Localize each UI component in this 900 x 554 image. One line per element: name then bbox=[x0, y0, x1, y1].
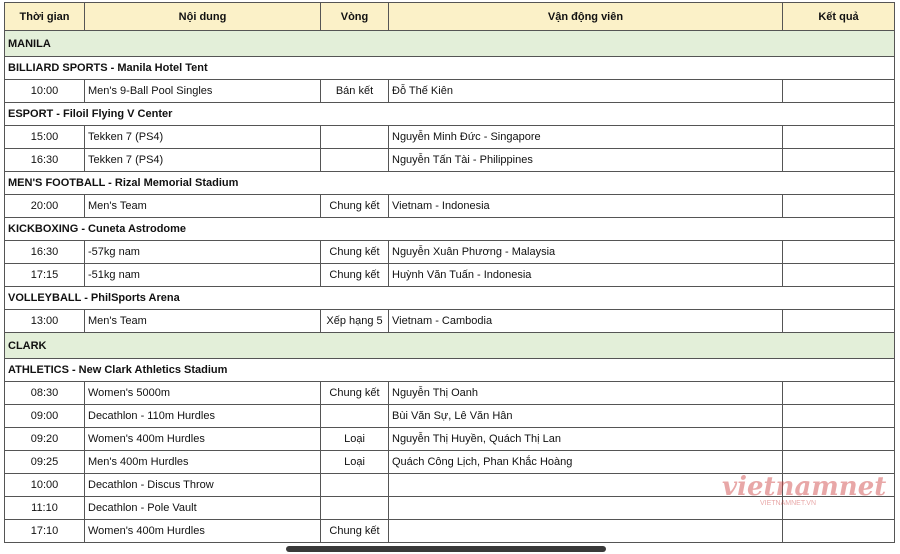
schedule-body bbox=[5, 31, 895, 543]
round-cell: Chung kết bbox=[321, 520, 389, 543]
event-cell: Decathlon - Discus Throw bbox=[85, 474, 321, 497]
result-cell bbox=[783, 264, 895, 287]
header-round: Vòng bbox=[321, 3, 389, 31]
result-cell bbox=[783, 428, 895, 451]
table-row bbox=[5, 195, 895, 218]
round-cell: Bán kết bbox=[321, 80, 389, 103]
schedule-sheet bbox=[4, 2, 894, 543]
header-athlete: Vận động viên bbox=[389, 3, 783, 31]
result-cell bbox=[783, 195, 895, 218]
athlete-cell: Nguyễn Xuân Phương - Malaysia bbox=[389, 241, 783, 264]
result-cell bbox=[783, 405, 895, 428]
table-row bbox=[5, 149, 895, 172]
time-cell: 10:00 bbox=[5, 474, 85, 497]
time-cell: 13:00 bbox=[5, 310, 85, 333]
time-cell: 16:30 bbox=[5, 241, 85, 264]
vietnamnet-logo-sub: VIETNAMNET.VN bbox=[760, 500, 817, 507]
round-cell: Chung kết bbox=[321, 195, 389, 218]
athlete-cell: Nguyễn Minh Đức - Singapore bbox=[389, 126, 783, 149]
venue-row bbox=[5, 287, 895, 310]
venue-row bbox=[5, 218, 895, 241]
venue-title: ATHLETICS - New Clark Athletics Stadium bbox=[5, 359, 895, 382]
time-cell: 11:10 bbox=[5, 497, 85, 520]
round-cell: Xếp hạng 5 bbox=[321, 310, 389, 333]
event-cell: Decathlon - 110m Hurdles bbox=[85, 405, 321, 428]
round-cell: Chung kết bbox=[321, 241, 389, 264]
venue-row bbox=[5, 172, 895, 195]
event-cell: Men's Team bbox=[85, 310, 321, 333]
event-cell: Decathlon - Pole Vault bbox=[85, 497, 321, 520]
result-cell bbox=[783, 149, 895, 172]
event-cell: Men's Team bbox=[85, 195, 321, 218]
time-cell: 17:15 bbox=[5, 264, 85, 287]
result-cell bbox=[783, 382, 895, 405]
table-row bbox=[5, 451, 895, 474]
table-row bbox=[5, 520, 895, 543]
athlete-cell: Vietnam - Indonesia bbox=[389, 195, 783, 218]
athlete-cell: Vietnam - Cambodia bbox=[389, 310, 783, 333]
round-cell bbox=[321, 149, 389, 172]
venue-title: MEN'S FOOTBALL - Rizal Memorial Stadium bbox=[5, 172, 895, 195]
result-cell bbox=[783, 451, 895, 474]
table-row bbox=[5, 126, 895, 149]
venue-row bbox=[5, 57, 895, 80]
table-row bbox=[5, 405, 895, 428]
table-row bbox=[5, 80, 895, 103]
venue-row bbox=[5, 359, 895, 382]
athlete-cell: Bùi Văn Sự, Lê Văn Hân bbox=[389, 405, 783, 428]
round-cell bbox=[321, 126, 389, 149]
schedule-table bbox=[4, 2, 895, 543]
round-cell bbox=[321, 497, 389, 520]
table-row bbox=[5, 428, 895, 451]
result-cell bbox=[783, 80, 895, 103]
time-cell: 16:30 bbox=[5, 149, 85, 172]
header-result: Kết quả bbox=[783, 3, 895, 31]
venue-title: BILLIARD SPORTS - Manila Hotel Tent bbox=[5, 57, 895, 80]
round-cell: Loại bbox=[321, 451, 389, 474]
region-row bbox=[5, 333, 895, 359]
region-row bbox=[5, 31, 895, 57]
time-cell: 17:10 bbox=[5, 520, 85, 543]
round-cell: Chung kết bbox=[321, 264, 389, 287]
time-cell: 20:00 bbox=[5, 195, 85, 218]
result-cell bbox=[783, 520, 895, 543]
time-cell: 09:20 bbox=[5, 428, 85, 451]
header-time: Thời gian bbox=[5, 3, 85, 31]
athlete-cell: Nguyễn Thị Huyền, Quách Thị Lan bbox=[389, 428, 783, 451]
event-cell: Men's 9-Ball Pool Singles bbox=[85, 80, 321, 103]
result-cell bbox=[783, 241, 895, 264]
table-row bbox=[5, 264, 895, 287]
venue-title: VOLLEYBALL - PhilSports Arena bbox=[5, 287, 895, 310]
athlete-cell: Nguyễn Tấn Tài - Philippines bbox=[389, 149, 783, 172]
event-cell: -51kg nam bbox=[85, 264, 321, 287]
athlete-cell: Đỗ Thế Kiên bbox=[389, 80, 783, 103]
athlete-cell bbox=[389, 520, 783, 543]
result-cell bbox=[783, 126, 895, 149]
round-cell: Loại bbox=[321, 428, 389, 451]
athlete-cell: Huỳnh Văn Tuấn - Indonesia bbox=[389, 264, 783, 287]
time-cell: 09:25 bbox=[5, 451, 85, 474]
event-cell: Women's 5000m bbox=[85, 382, 321, 405]
round-cell bbox=[321, 405, 389, 428]
event-cell: Women's 400m Hurdles bbox=[85, 428, 321, 451]
event-cell: Women's 400m Hurdles bbox=[85, 520, 321, 543]
time-cell: 08:30 bbox=[5, 382, 85, 405]
event-cell: Tekken 7 (PS4) bbox=[85, 149, 321, 172]
table-row bbox=[5, 241, 895, 264]
athlete-cell: Nguyễn Thị Oanh bbox=[389, 382, 783, 405]
round-cell: Chung kết bbox=[321, 382, 389, 405]
venue-title: KICKBOXING - Cuneta Astrodome bbox=[5, 218, 895, 241]
time-cell: 15:00 bbox=[5, 126, 85, 149]
table-row bbox=[5, 310, 895, 333]
table-row bbox=[5, 382, 895, 405]
venue-title: ESPORT - Filoil Flying V Center bbox=[5, 103, 895, 126]
vietnamnet-logo: vietnamnet bbox=[722, 472, 887, 502]
event-cell: Tekken 7 (PS4) bbox=[85, 126, 321, 149]
time-cell: 10:00 bbox=[5, 80, 85, 103]
region-title: CLARK bbox=[5, 333, 895, 359]
result-cell bbox=[783, 310, 895, 333]
event-cell: Men's 400m Hurdles bbox=[85, 451, 321, 474]
header-row bbox=[5, 3, 895, 31]
time-cell: 09:00 bbox=[5, 405, 85, 428]
horizontal-scrollbar[interactable] bbox=[286, 546, 606, 552]
header-event: Nội dung bbox=[85, 3, 321, 31]
round-cell bbox=[321, 474, 389, 497]
athlete-cell: Quách Công Lịch, Phan Khắc Hoàng bbox=[389, 451, 783, 474]
region-title: MANILA bbox=[5, 31, 895, 57]
event-cell: -57kg nam bbox=[85, 241, 321, 264]
venue-row bbox=[5, 103, 895, 126]
